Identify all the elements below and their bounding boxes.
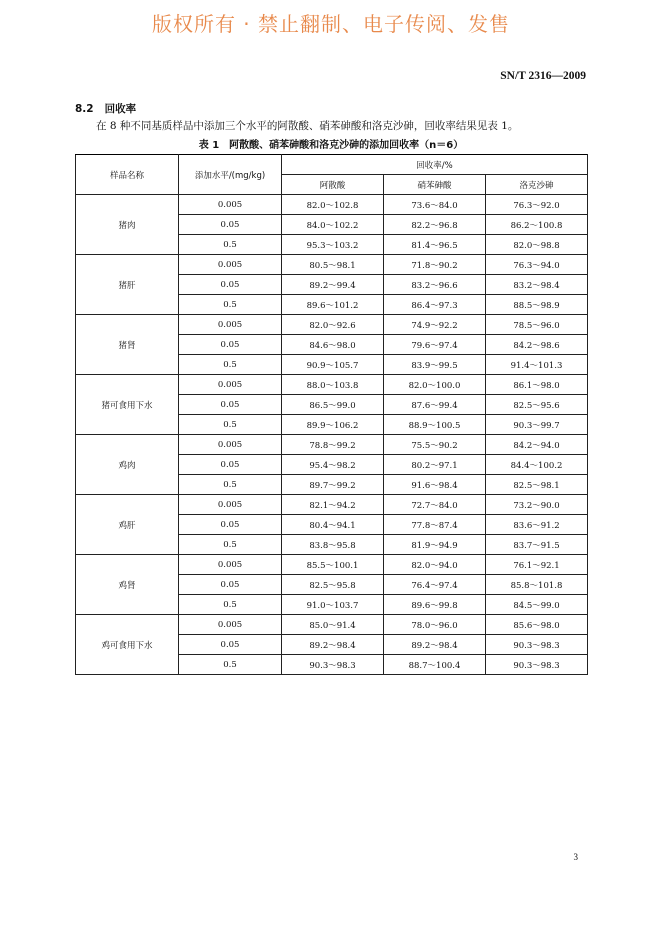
recovery-range-cell: 84.2～98.6: [486, 335, 588, 355]
table-row: [76, 435, 588, 455]
recovery-range-cell: 84.5～99.0: [486, 595, 588, 615]
header-spike-level: 添加水平/(mg/kg): [179, 155, 282, 195]
recovery-range-cell: 83.9～99.5: [384, 355, 486, 375]
recovery-range-cell: 89.9～106.2: [282, 415, 384, 435]
recovery-range-cell: 83.7～91.5: [486, 535, 588, 555]
recovery-range-cell: 86.2～100.8: [486, 215, 588, 235]
header-recovery: 回收率/%: [282, 155, 588, 175]
recovery-range-cell: 82.5～95.6: [486, 395, 588, 415]
header-compound: 硝苯砷酸: [384, 175, 486, 195]
sample-name-cell: 鸡可食用下水: [76, 615, 179, 675]
recovery-range-cell: 83.8～95.8: [282, 535, 384, 555]
recovery-range-cell: 86.5～99.0: [282, 395, 384, 415]
recovery-range-cell: 78.8～99.2: [282, 435, 384, 455]
body-paragraph: 在 8 种不同基质样品中添加三个水平的阿散酸、硝苯砷酸和洛克沙砷，回收率结果见表 1。: [96, 120, 519, 132]
recovery-range-cell: 72.7～84.0: [384, 495, 486, 515]
table-caption: 表 1 阿散酸、硝苯砷酸和洛克沙砷的添加回收率（n＝6）: [198, 140, 464, 151]
spike-level-cell: 0.5: [179, 235, 282, 255]
standard-number: SN/T 2316—2009: [500, 70, 586, 82]
page-number: 3: [573, 852, 578, 862]
recovery-range-cell: 89.6～101.2: [282, 295, 384, 315]
recovery-range-cell: 86.4～97.3: [384, 295, 486, 315]
spike-level-cell: 0.5: [179, 655, 282, 675]
recovery-range-cell: 82.0～102.8: [282, 195, 384, 215]
recovery-range-cell: 76.3～94.0: [486, 255, 588, 275]
recovery-range-cell: 86.1～98.0: [486, 375, 588, 395]
section-heading: [75, 101, 136, 116]
sample-name-cell: 猪肾: [76, 315, 179, 375]
sample-name-cell: 鸡肝: [76, 495, 179, 555]
sample-name-cell: 鸡肾: [76, 555, 179, 615]
recovery-range-cell: 84.2～94.0: [486, 435, 588, 455]
recovery-range-cell: 89.2～98.4: [282, 635, 384, 655]
recovery-range-cell: 82.0～100.0: [384, 375, 486, 395]
spike-level-cell: 0.005: [179, 315, 282, 335]
recovery-range-cell: 78.5～96.0: [486, 315, 588, 335]
recovery-range-cell: 90.9～105.7: [282, 355, 384, 375]
spike-level-cell: 0.5: [179, 595, 282, 615]
recovery-range-cell: 91.6～98.4: [384, 475, 486, 495]
table-row: [76, 195, 588, 215]
table-row: [76, 495, 588, 515]
spike-level-cell: 0.005: [179, 195, 282, 215]
recovery-range-cell: 83.2～96.6: [384, 275, 486, 295]
recovery-range-cell: 85.0～91.4: [282, 615, 384, 635]
recovery-range-cell: 81.9～94.9: [384, 535, 486, 555]
recovery-range-cell: 89.2～98.4: [384, 635, 486, 655]
recovery-range-cell: 90.3～98.3: [486, 655, 588, 675]
recovery-range-cell: 82.5～95.8: [282, 575, 384, 595]
table-row: [76, 255, 588, 275]
recovery-range-cell: 81.4～96.5: [384, 235, 486, 255]
spike-level-cell: 0.005: [179, 375, 282, 395]
recovery-range-cell: 88.7～100.4: [384, 655, 486, 675]
recovery-range-cell: 85.6～98.0: [486, 615, 588, 635]
spike-level-cell: 0.005: [179, 495, 282, 515]
recovery-range-cell: 83.2～98.4: [486, 275, 588, 295]
recovery-range-cell: 77.8～87.4: [384, 515, 486, 535]
recovery-range-cell: 88.5～98.9: [486, 295, 588, 315]
recovery-range-cell: 90.3～98.3: [282, 655, 384, 675]
recovery-range-cell: 91.4～101.3: [486, 355, 588, 375]
recovery-range-cell: 85.5～100.1: [282, 555, 384, 575]
recovery-range-cell: 95.4～98.2: [282, 455, 384, 475]
recovery-range-cell: 89.2～99.4: [282, 275, 384, 295]
recovery-range-cell: 80.5～98.1: [282, 255, 384, 275]
table-body: [76, 195, 588, 675]
recovery-range-cell: 88.0～103.8: [282, 375, 384, 395]
spike-level-cell: 0.05: [179, 335, 282, 355]
recovery-range-cell: 90.3～98.3: [486, 635, 588, 655]
recovery-table: [75, 154, 588, 675]
section-number: 8.2: [75, 103, 94, 115]
spike-level-cell: 0.05: [179, 575, 282, 595]
copyright-watermark: 版权所有 · 禁止翻制、电子传阅、发售: [151, 12, 511, 36]
recovery-range-cell: 82.0～98.8: [486, 235, 588, 255]
spike-level-cell: 0.05: [179, 455, 282, 475]
recovery-range-cell: 76.4～97.4: [384, 575, 486, 595]
recovery-range-cell: 89.6～99.8: [384, 595, 486, 615]
recovery-range-cell: 88.9～100.5: [384, 415, 486, 435]
header-sample-name: 样品名称: [76, 155, 179, 195]
recovery-range-cell: 78.0～96.0: [384, 615, 486, 635]
recovery-range-cell: 82.0～92.6: [282, 315, 384, 335]
recovery-range-cell: 90.3～99.7: [486, 415, 588, 435]
recovery-range-cell: 87.6～99.4: [384, 395, 486, 415]
recovery-range-cell: 73.6～84.0: [384, 195, 486, 215]
recovery-range-cell: 84.4～100.2: [486, 455, 588, 475]
section-title: 回收率: [104, 103, 137, 115]
spike-level-cell: 0.05: [179, 395, 282, 415]
recovery-range-cell: 79.6～97.4: [384, 335, 486, 355]
recovery-range-cell: 73.2～90.0: [486, 495, 588, 515]
recovery-range-cell: 75.5～90.2: [384, 435, 486, 455]
recovery-range-cell: 82.1～94.2: [282, 495, 384, 515]
recovery-range-cell: 95.3～103.2: [282, 235, 384, 255]
spike-level-cell: 0.5: [179, 355, 282, 375]
table-row: [76, 555, 588, 575]
recovery-range-cell: 91.0～103.7: [282, 595, 384, 615]
recovery-range-cell: 82.2～96.8: [384, 215, 486, 235]
recovery-range-cell: 85.8～101.8: [486, 575, 588, 595]
header-compound: 洛克沙砷: [486, 175, 588, 195]
recovery-range-cell: 89.7～99.2: [282, 475, 384, 495]
recovery-range-cell: 74.9～92.2: [384, 315, 486, 335]
spike-level-cell: 0.005: [179, 555, 282, 575]
spike-level-cell: 0.05: [179, 515, 282, 535]
table-row: [76, 615, 588, 635]
spike-level-cell: 0.005: [179, 615, 282, 635]
table-row: [76, 375, 588, 395]
recovery-range-cell: 80.4～94.1: [282, 515, 384, 535]
sample-name-cell: 猪肝: [76, 255, 179, 315]
sample-name-cell: 猪肉: [76, 195, 179, 255]
recovery-range-cell: 83.6～91.2: [486, 515, 588, 535]
spike-level-cell: 0.5: [179, 415, 282, 435]
recovery-range-cell: 80.2～97.1: [384, 455, 486, 475]
recovery-range-cell: 82.5～98.1: [486, 475, 588, 495]
spike-level-cell: 0.05: [179, 275, 282, 295]
spike-level-cell: 0.5: [179, 475, 282, 495]
spike-level-cell: 0.005: [179, 255, 282, 275]
recovery-range-cell: 84.0～102.2: [282, 215, 384, 235]
header-compound: 阿散酸: [282, 175, 384, 195]
spike-level-cell: 0.005: [179, 435, 282, 455]
sample-name-cell: 猪可食用下水: [76, 375, 179, 435]
spike-level-cell: 0.05: [179, 635, 282, 655]
spike-level-cell: 0.5: [179, 535, 282, 555]
recovery-range-cell: 71.8～90.2: [384, 255, 486, 275]
table-row: [76, 315, 588, 335]
sample-name-cell: 鸡肉: [76, 435, 179, 495]
recovery-range-cell: 84.6～98.0: [282, 335, 384, 355]
recovery-range-cell: 82.0～94.0: [384, 555, 486, 575]
spike-level-cell: 0.5: [179, 295, 282, 315]
recovery-range-cell: 76.1～92.1: [486, 555, 588, 575]
spike-level-cell: 0.05: [179, 215, 282, 235]
recovery-range-cell: 76.3～92.0: [486, 195, 588, 215]
